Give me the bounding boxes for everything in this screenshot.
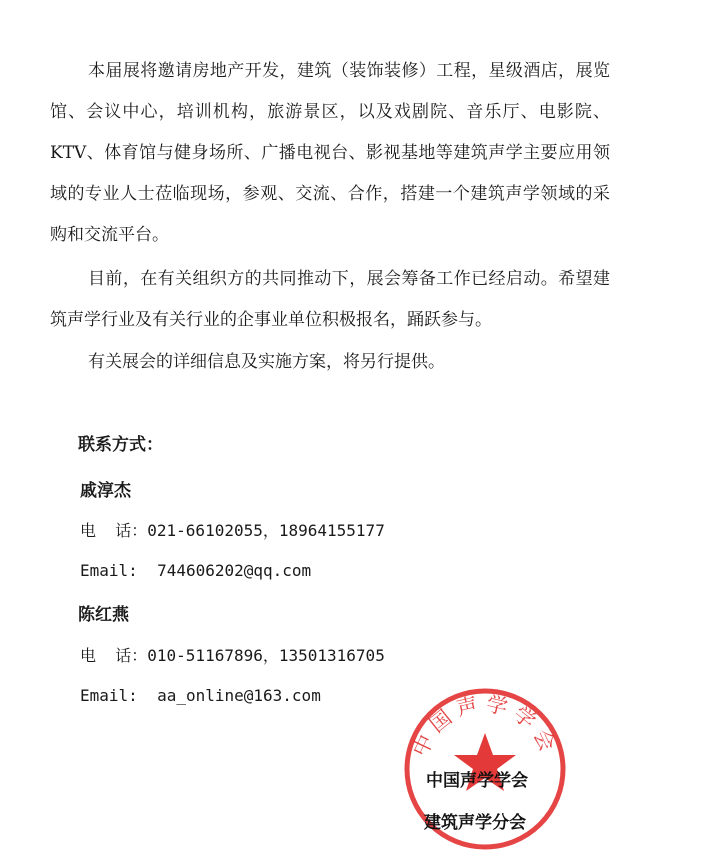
status-paragraph: 目前，在有关组织方的共同推动下，展会筹备工作已经启动。希望建筑声学行业及有关行业的企事业单位积极报名，踊跃参与。	[50, 269, 610, 330]
contact-phone-1: 电 话：021-66102055，18964155177	[80, 521, 385, 540]
contact-heading: 联系方式：	[78, 435, 163, 455]
signature-org-line-2: 建筑声学分会	[424, 813, 526, 833]
details-paragraph: 有关展会的详细信息及实施方案，将另行提供。	[88, 352, 445, 372]
contact-email-1: Email: 744606202@qq.com	[80, 561, 312, 580]
contact-name-1: 戚淳杰	[80, 481, 131, 501]
signature-org-line-1: 中国声学学会	[426, 771, 528, 791]
contact-email-2: Email: aa_online@163.com	[80, 686, 321, 705]
intro-paragraph: 本届展将邀请房地产开发，建筑（装饰装修）工程，星级酒店，展览馆、会议中心，培训机构，旅游景区，以及戏剧院、音乐厅、电影院、KTV、体育馆与健身场所、广播电视台、影视基地等建筑声学主要应用领域的专业人士莅临现场，参观、交流、合作，搭建一个建筑声学领域的采购和交流平台。	[50, 61, 610, 245]
contact-phone-2: 电 话：010-51167896，13501316705	[80, 646, 385, 665]
seal-arc-text: 中国声学学会	[407, 691, 563, 761]
contact-name-2: 陈红燕	[78, 605, 129, 625]
